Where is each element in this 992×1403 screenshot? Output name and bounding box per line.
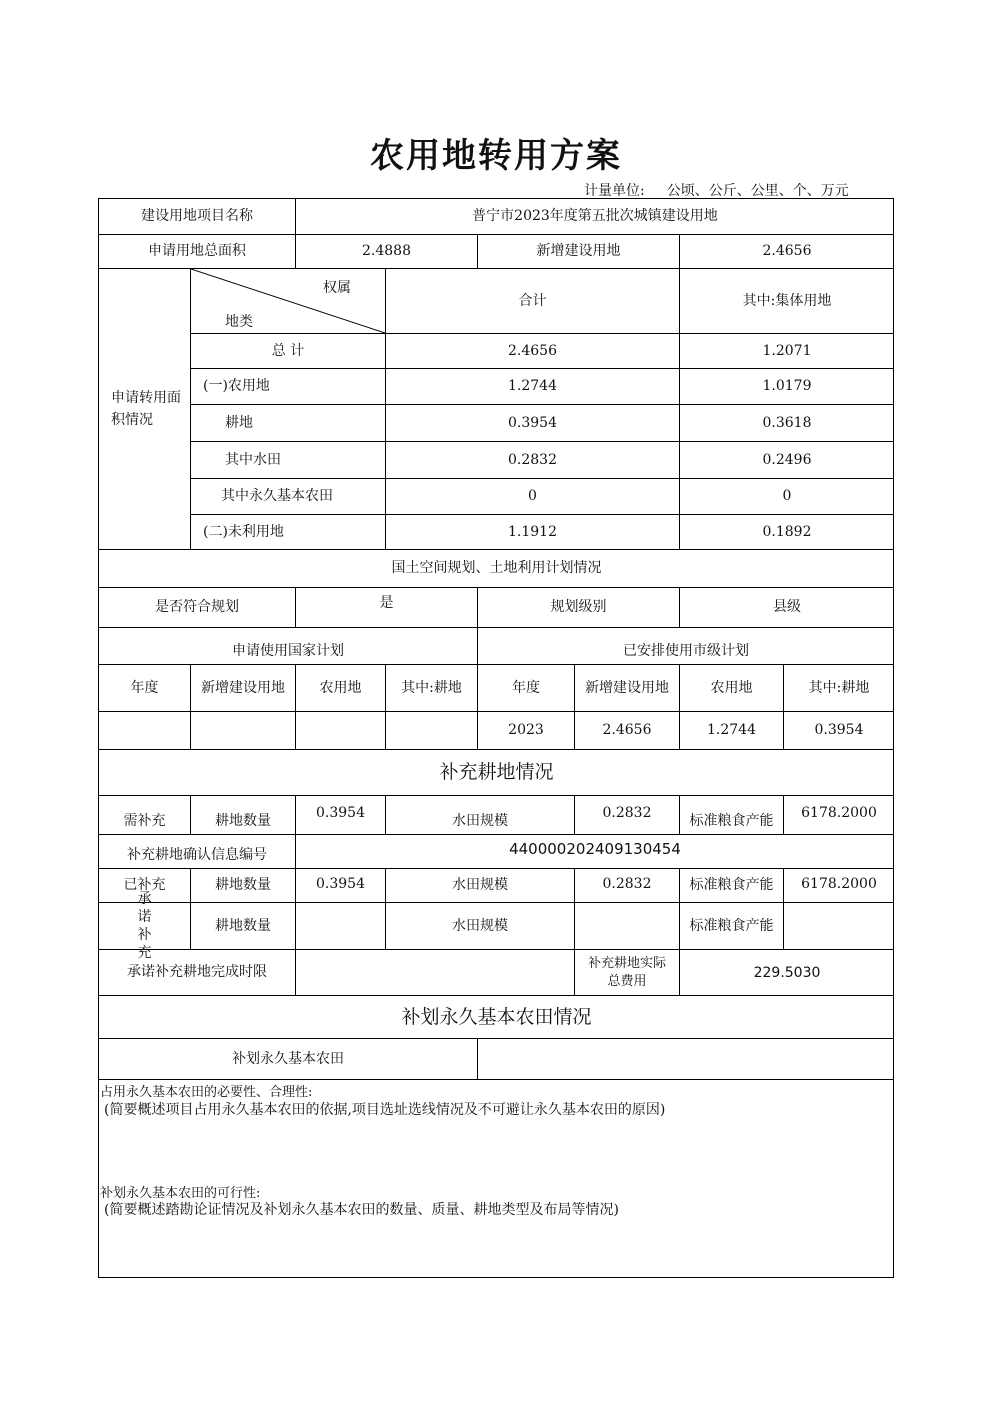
need-qty-label: 耕地数量 bbox=[191, 796, 296, 835]
row-permanent-value: 0 bbox=[386, 479, 680, 515]
cost-value: 229.5030 bbox=[680, 950, 894, 996]
need-paddy-value: 0.2832 bbox=[575, 796, 680, 835]
deadline-value bbox=[296, 950, 575, 996]
promise-qty-value bbox=[296, 903, 386, 950]
plan-val-cultivated bbox=[386, 712, 478, 750]
need-label: 需补充 bbox=[99, 796, 191, 835]
total-area-label: 申请用地总面积 bbox=[99, 235, 296, 269]
conform-value: 是 bbox=[296, 588, 478, 628]
plan-col-cultivated-city: 其中:耕地 bbox=[784, 665, 894, 712]
total-area-value: 2.4888 bbox=[296, 235, 478, 269]
plan-col-cultivated: 其中:耕地 bbox=[386, 665, 478, 712]
plan-col-new-city: 新增建设用地 bbox=[575, 665, 680, 712]
done-label: 已补充 bbox=[99, 869, 191, 903]
row-cultivated-label: 耕地 bbox=[191, 405, 386, 442]
plan-col-year: 年度 bbox=[99, 665, 191, 712]
done-qty-value: 0.3954 bbox=[296, 869, 386, 903]
city-plan-header: 已安排使用市级计划 bbox=[478, 628, 894, 665]
conform-label: 是否符合规划 bbox=[99, 588, 296, 628]
plan-val-year-city: 2023 bbox=[478, 712, 575, 750]
plan-col-year-city: 年度 bbox=[478, 665, 575, 712]
plan-col-agri-city: 农用地 bbox=[680, 665, 784, 712]
row-unused-value: 1.1912 bbox=[386, 515, 680, 550]
page-title: 农用地转用方案 bbox=[370, 136, 622, 176]
cost-label: 补充耕地实际总费用 bbox=[575, 950, 680, 996]
units-label: 计量单位: bbox=[584, 183, 645, 199]
promise-qty-label: 耕地数量 bbox=[191, 903, 296, 950]
row-agri-collective: 1.0179 bbox=[680, 369, 894, 405]
diag-landtype-label: 地类 bbox=[225, 314, 253, 330]
plan-val-new bbox=[191, 712, 296, 750]
done-paddy-label: 水田规模 bbox=[386, 869, 575, 903]
plan-val-new-city: 2.4656 bbox=[575, 712, 680, 750]
row-cultivated-value: 0.3954 bbox=[386, 405, 680, 442]
row-paddy-value: 0.2832 bbox=[386, 442, 680, 479]
diag-ownership-label: 权属 bbox=[323, 280, 351, 296]
feasibility-hint: (简要概述踏勘论证情况及补划永久基本农田的数量、质量、耕地类型及布局等情况) bbox=[104, 1202, 619, 1218]
need-paddy-label: 水田规模 bbox=[386, 796, 575, 835]
done-qty-label: 耕地数量 bbox=[191, 869, 296, 903]
necessity-hint: (简要概述项目占用永久基本农田的依据,项目选址选线情况及不可避让永久基本农田的原因) bbox=[104, 1102, 666, 1118]
confirm-no-label: 补充耕地确认信息编号 bbox=[99, 835, 296, 869]
plan-val-year bbox=[99, 712, 191, 750]
row-agri-label: (一)农用地 bbox=[191, 369, 386, 405]
measurement-units bbox=[584, 180, 849, 200]
planning-header: 国土空间规划、土地利用计划情况 bbox=[99, 550, 894, 588]
col-collective-header: 其中:集体用地 bbox=[680, 269, 894, 334]
diagonal-divider bbox=[191, 269, 385, 333]
units-value: 公顷、公斤、公里、个、万元 bbox=[666, 183, 849, 199]
permanent-row-label: 补划永久基本农田 bbox=[99, 1039, 478, 1080]
plan-level-label: 规划级别 bbox=[478, 588, 680, 628]
confirm-no-value: 440000202409130454 bbox=[296, 835, 894, 869]
project-name-value: 普宁市2023年度第五批次城镇建设用地 bbox=[296, 199, 894, 235]
plan-val-agri bbox=[296, 712, 386, 750]
need-grain-label: 标准粮食产能 bbox=[680, 796, 784, 835]
row-total-label: 总 计 bbox=[191, 334, 386, 369]
project-name-label: 建设用地项目名称 bbox=[99, 199, 296, 235]
promise-paddy-value bbox=[575, 903, 680, 950]
supplement-header: 补充耕地情况 bbox=[99, 750, 894, 796]
col-total-header: 合计 bbox=[386, 269, 680, 334]
row-permanent-collective: 0 bbox=[680, 479, 894, 515]
diagonal-header-cell bbox=[191, 269, 386, 334]
feasibility-title: 补划永久基本农田的可行性: bbox=[100, 1186, 261, 1201]
national-plan-header: 申请使用国家计划 bbox=[99, 628, 478, 665]
new-construction-label: 新增建设用地 bbox=[478, 235, 680, 269]
new-construction-value: 2.4656 bbox=[680, 235, 894, 269]
row-permanent-label: 其中永久基本农田 bbox=[191, 479, 386, 515]
done-grain-label: 标准粮食产能 bbox=[680, 869, 784, 903]
plan-col-new: 新增建设用地 bbox=[191, 665, 296, 712]
promise-label: 承诺补充 bbox=[99, 903, 191, 950]
promise-paddy-label: 水田规模 bbox=[386, 903, 575, 950]
row-agri-value: 1.2744 bbox=[386, 369, 680, 405]
need-qty-value: 0.3954 bbox=[296, 796, 386, 835]
done-paddy-value: 0.2832 bbox=[575, 869, 680, 903]
permanent-row-value bbox=[478, 1039, 894, 1080]
promise-grain-label: 标准粮食产能 bbox=[680, 903, 784, 950]
plan-level-value: 县级 bbox=[680, 588, 894, 628]
promise-grain-value bbox=[784, 903, 894, 950]
done-grain-value: 6178.2000 bbox=[784, 869, 894, 903]
row-paddy-collective: 0.2496 bbox=[680, 442, 894, 479]
row-paddy-label: 其中水田 bbox=[191, 442, 386, 479]
row-total-value: 2.4656 bbox=[386, 334, 680, 369]
plan-val-agri-city: 1.2744 bbox=[680, 712, 784, 750]
permanent-header: 补划永久基本农田情况 bbox=[99, 996, 894, 1039]
necessity-title: 占用永久基本农田的必要性、合理性: bbox=[100, 1085, 313, 1100]
plan-val-cultivated-city: 0.3954 bbox=[784, 712, 894, 750]
need-grain-value: 6178.2000 bbox=[784, 796, 894, 835]
row-total-collective: 1.2071 bbox=[680, 334, 894, 369]
row-unused-collective: 0.1892 bbox=[680, 515, 894, 550]
row-cultivated-collective: 0.3618 bbox=[680, 405, 894, 442]
row-unused-label: (二)未利用地 bbox=[191, 515, 386, 550]
plan-col-agri: 农用地 bbox=[296, 665, 386, 712]
conversion-side-label: 申请转用面积情况 bbox=[99, 269, 191, 550]
deadline-label: 承诺补充耕地完成时限 bbox=[99, 950, 296, 996]
